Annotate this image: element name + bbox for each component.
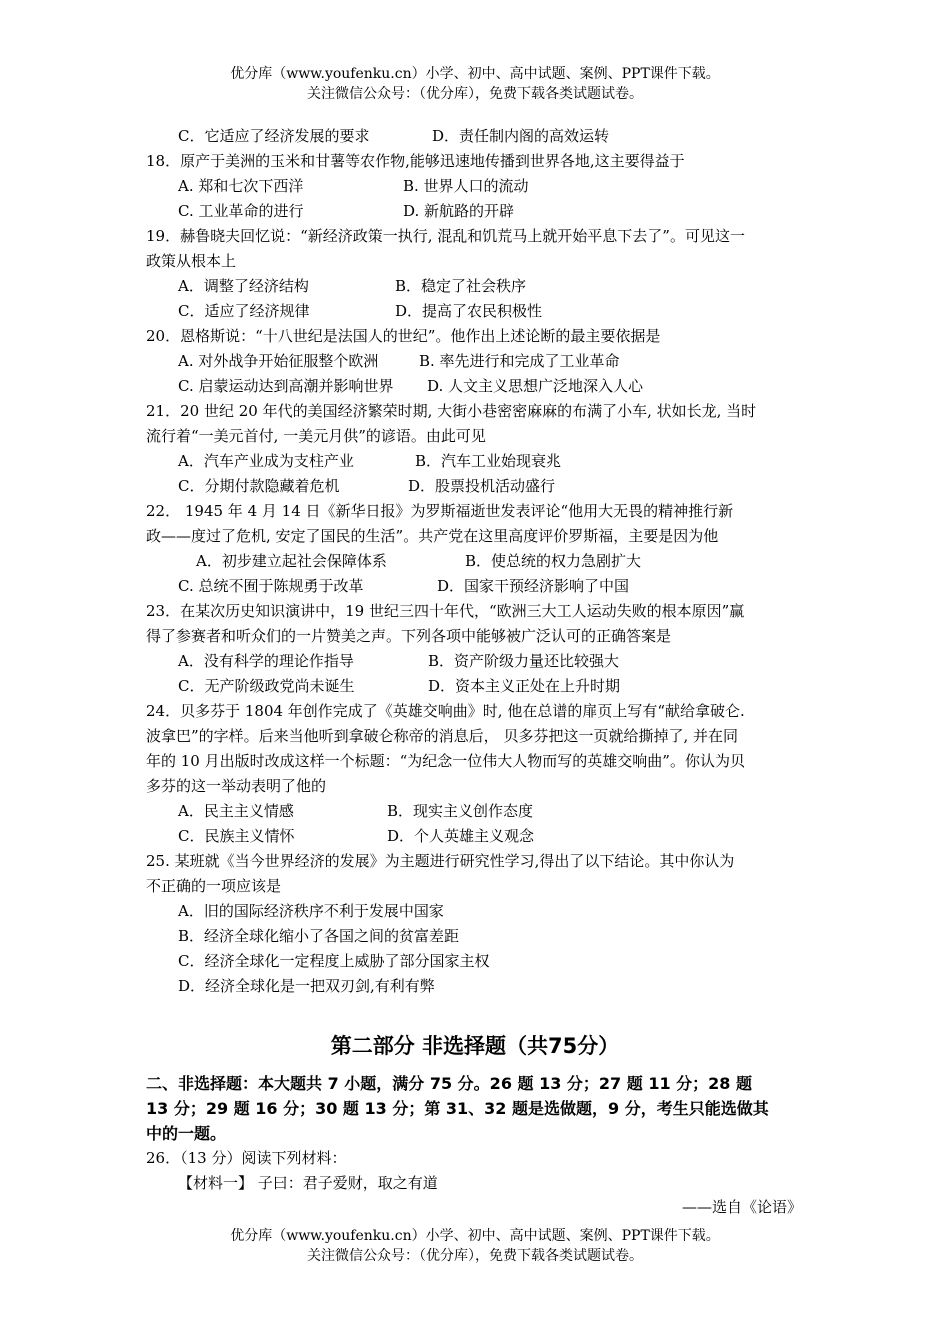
q23-stem-1: 23．在某次历史知识演讲中，19 世纪三四十年代，“欧洲三大工人运动失败的根本原因”赢 <box>146 602 745 620</box>
q25-option-b: B．经济全球化缩小了各国之间的贫富差距 <box>178 927 460 945</box>
part-two-title: 第二部分 非选择题（共75分） <box>330 1034 620 1058</box>
q21-option-c: C．分期付款隐藏着危机 <box>178 477 340 495</box>
header-line-1: 优分库（www.youfenku.cn）小学、初中、高中试题、案例、PPT课件下载。 <box>230 66 720 82</box>
q19-option-b: B．稳定了社会秩序 <box>395 277 527 295</box>
q22-option-c: C. 总统不囿于陈规勇于改革 <box>178 577 364 595</box>
q19-stem-1: 19．赫鲁晓夫回忆说：“新经济政策一执行, 混乱和饥荒马上就开始平息下去了”。可见这一 <box>146 227 745 245</box>
q20-stem: 20．恩格斯说：“十八世纪是法国人的世纪”。他作出上述论断的最主要依据是 <box>146 327 661 345</box>
q20-option-c: C. 启蒙运动达到高潮并影响世界 <box>178 377 394 395</box>
q22-option-b: B．使总统的权力急剧扩大 <box>465 552 642 570</box>
q17-option-d: D．责任制内阁的高效运转 <box>432 127 610 145</box>
q24-option-b: B．现实主义创作态度 <box>387 802 534 820</box>
footer-line-1: 优分库（www.youfenku.cn）小学、初中、高中试题、案例、PPT课件下载。 <box>230 1228 720 1244</box>
page-footer <box>0 1226 950 1266</box>
q21-option-b: B．汽车工业始现衰兆 <box>415 452 562 470</box>
q18-option-c: C. 工业革命的进行 <box>178 202 304 220</box>
q19-option-d: D．提高了农民积极性 <box>395 302 543 320</box>
q25-option-d: D．经济全球化是一把双刃剑,有利有弊 <box>178 977 435 995</box>
part-two-instructions-1: 二、非选择题：本大题共 7 小题，满分 75 分。26 题 13 分；27 题 11 分；28 题 <box>146 1074 753 1093</box>
q21-option-d: D．股票投机活动盛行 <box>408 477 556 495</box>
q26-stem: 26．（13 分）阅读下列材料： <box>146 1149 347 1167</box>
q18-option-d: D. 新航路的开辟 <box>403 202 515 220</box>
header-line-2: 关注微信公众号：（优分库），免费下载各类试题试卷。 <box>307 86 643 102</box>
q19-option-a: A．调整了经济结构 <box>178 277 309 295</box>
q24-stem-2: 波拿巴”的字样。后来当他听到拿破仑称帝的消息后， 贝多芬把这一页就给撕掉了, 并在同 <box>146 727 738 745</box>
footer-line-2: 关注微信公众号：（优分库），免费下载各类试题试卷。 <box>307 1248 643 1264</box>
part-two-instructions-3: 中的一题。 <box>146 1124 227 1143</box>
q20-option-b: B. 率先进行和完成了工业革命 <box>419 352 620 370</box>
q24-stem-1: 24．贝多芬于 1804 年创作完成了《英雄交响曲》时, 他在总谱的扉页上写有“献给拿破仑. <box>146 702 745 720</box>
q24-option-c: C．民族主义情怀 <box>178 827 295 845</box>
q22-option-d: D．国家干预经济影响了中国 <box>437 577 630 595</box>
q25-stem-1: 25. 某班就《当今世界经济的发展》为主题进行研究性学习,得出了以下结论。其中你认为 <box>146 852 735 870</box>
q24-stem-3: 年的 10 月出版时改成这样一个标题：“为纪念一位伟大人物而写的英雄交响曲”。你认为贝 <box>146 752 745 770</box>
q18-stem: 18．原产于美洲的玉米和甘薯等农作物,能够迅速地传播到世界各地,这主要得益于 <box>146 152 685 170</box>
q23-option-a: A．没有科学的理论作指导 <box>178 652 354 670</box>
q21-option-a: A．汽车产业成为支柱产业 <box>178 452 354 470</box>
q23-option-b: B．资产阶级力量还比较强大 <box>428 652 620 670</box>
q26-source: ——选自《论语》 <box>681 1198 802 1216</box>
q24-option-d: D．个人英雄主义观念 <box>387 827 535 845</box>
q22-option-a: A．初步建立起社会保障体系 <box>196 552 387 570</box>
page-header <box>0 64 950 104</box>
q19-stem-2: 政策从根本上 <box>146 252 237 270</box>
q18-option-a: A. 郑和七次下西洋 <box>178 177 304 195</box>
q19-option-c: C．适应了经济规律 <box>178 302 310 320</box>
q20-option-d: D. 人文主义思想广泛地深入人心 <box>427 377 644 395</box>
q21-stem-1: 21．20 世纪 20 年代的美国经济繁荣时期, 大街小巷密密麻麻的布满了小车, 状如长龙, 当时 <box>146 402 757 420</box>
q17-option-c: C．它适应了经济发展的要求 <box>178 127 370 145</box>
q23-option-d: D．资本主义正处在上升时期 <box>428 677 621 695</box>
part-two-instructions-2: 13 分；29 题 16 分；30 题 13 分；第 31、32 题是选做题，9 分，考生只能选做其 <box>146 1099 769 1118</box>
q18-option-b: B. 世界人口的流动 <box>403 177 529 195</box>
q23-stem-2: 得了参赛者和听众们的一片赞美之声。下列各项中能够被广泛认可的正确答案是 <box>146 627 672 645</box>
q25-stem-2: 不正确的一项应该是 <box>146 877 282 895</box>
q24-stem-4: 多芬的这一举动表明了他的 <box>146 777 327 795</box>
q20-option-a: A. 对外战争开始征服整个欧洲 <box>178 352 379 370</box>
q25-option-a: A．旧的国际经济秩序不利于发展中国家 <box>178 902 444 920</box>
q22-stem-2: 政——度过了危机, 安定了国民的生活”。共产党在这里高度评价罗斯福，主要是因为他 <box>146 527 719 545</box>
q24-option-a: A．民主主义情感 <box>178 802 294 820</box>
q26-material-1: 【材料一】 子曰：君子爱财，取之有道 <box>178 1174 438 1192</box>
q25-option-c: C．经济全球化一定程度上威胁了部分国家主权 <box>178 952 490 970</box>
q23-option-c: C．无产阶级政党尚未诞生 <box>178 677 355 695</box>
q22-stem-1: 22． 1945 年 4 月 14 日《新华日报》为罗斯福逝世发表评论“他用大无畏的精神推行新 <box>146 502 734 520</box>
q21-stem-2: 流行着“一美元首付, 一美元月供”的谚语。由此可见 <box>146 427 486 445</box>
